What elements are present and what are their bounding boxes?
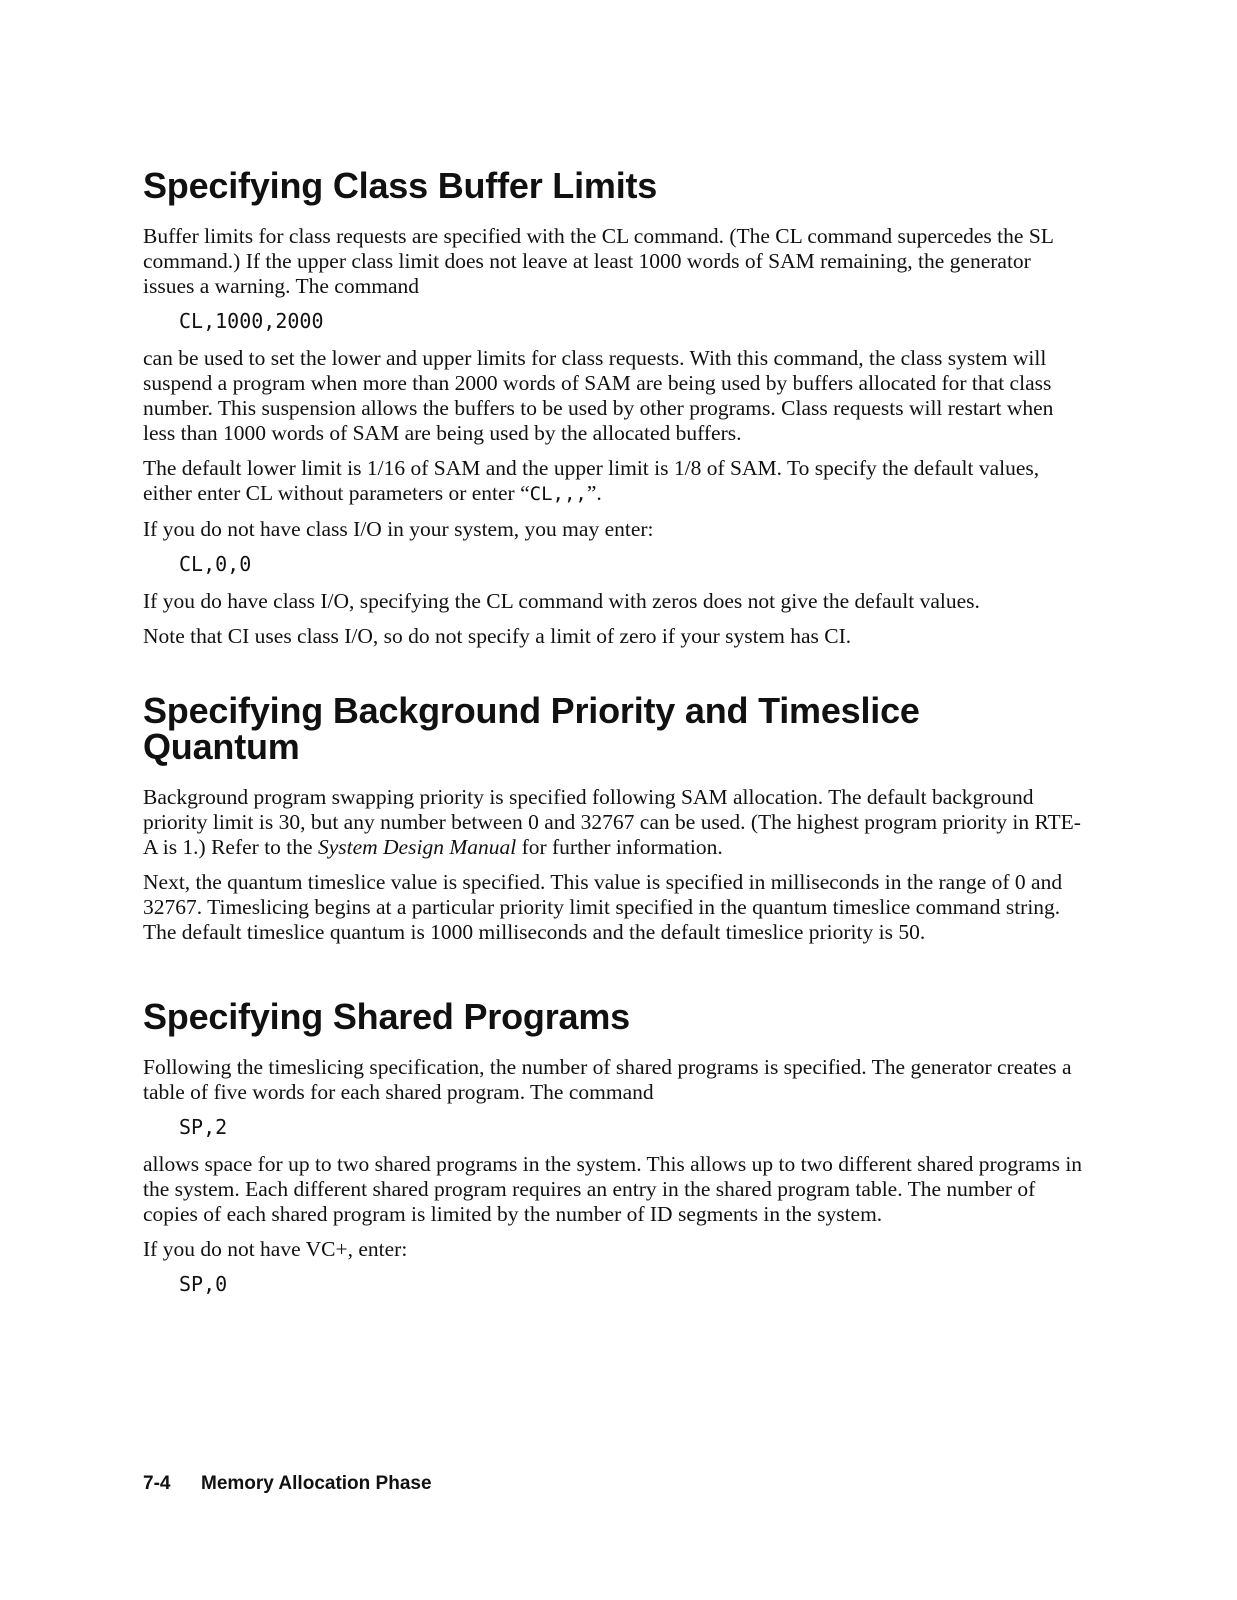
text: Background program swapping priority is specified following SAM allocation. The default background priority limit is 30, but any number between 0 and 32767 can be used. (The highest program priority in RTE-A is 1.) Refer to the: [143, 785, 1081, 859]
inline-code: CL,,,: [529, 483, 587, 505]
paragraph-background-priority: [143, 785, 1083, 860]
chapter-title: Memory Allocation Phase: [201, 1473, 432, 1494]
text: ”.: [586, 481, 602, 505]
paragraph: If you do not have class I/O in your system, you may enter:: [143, 517, 654, 541]
paragraph: Note that CI uses class I/O, so do not specify a limit of zero if your system has CI.: [143, 624, 852, 648]
paragraph: If you do have class I/O, specifying the CL command with zeros does not give the default values.: [143, 589, 980, 613]
paragraph: If you do not have VC+, enter:: [143, 1237, 408, 1261]
section-heading-class-buffer-limits: Specifying Class Buffer Limits: [143, 165, 658, 206]
page-number: 7-4: [143, 1473, 171, 1494]
text: for further information.: [516, 835, 723, 859]
code-example: SP,0: [179, 1272, 228, 1296]
section-heading-background-priority: Specifying Background Priority and Timeslice Quantum: [143, 690, 920, 767]
paragraph-defaults: [143, 456, 1083, 507]
code-example: CL,0,0: [179, 552, 252, 576]
code-example: SP,2: [179, 1115, 228, 1139]
section-heading-shared-programs: Specifying Shared Programs: [143, 996, 630, 1037]
paragraph: allows space for up to two shared programs in the system. This allows up to two different shared programs in the system. Each different shared program requires an entry in the shared program table. The number of copies of each shared program is limited by the number of ID segments in the system.: [143, 1152, 1083, 1226]
paragraph: Buffer limits for class requests are specified with the CL command. (The CL command supercedes the SL command.) If the upper class limit does not leave at least 1000 words of SAM remaining, the generator issues a warning. The command: [143, 224, 1054, 298]
paragraph: Following the timeslicing specification, the number of shared programs is specified. The generator creates a table of five words for each shared program. The command: [143, 1055, 1072, 1104]
paragraph: Next, the quantum timeslice value is specified. This value is specified in milliseconds in the range of 0 and 32767. Timeslicing begins at a particular priority limit specified in the quantum timeslice command string. The default timeslice quantum is 1000 milliseconds and the default timeslice priority is 50.: [143, 870, 1063, 944]
page-footer: [143, 1473, 432, 1495]
manual-title: System Design Manual: [317, 835, 517, 859]
code-example: CL,1000,2000: [179, 309, 324, 333]
document-page: [143, 165, 1083, 1309]
paragraph: can be used to set the lower and upper limits for class requests. With this command, the class system will suspend a program when more than 2000 words of SAM are being used by buffers allocated for that class number. This suspension allows the buffers to be used by other programs. Class requests will restart when less than 1000 words of SAM are being used by the allocated buffers.: [143, 346, 1054, 445]
text: The default lower limit is 1/16 of SAM and the upper limit is 1/8 of SAM. To specify the default values, either enter CL without parameters or enter “: [143, 456, 1040, 505]
